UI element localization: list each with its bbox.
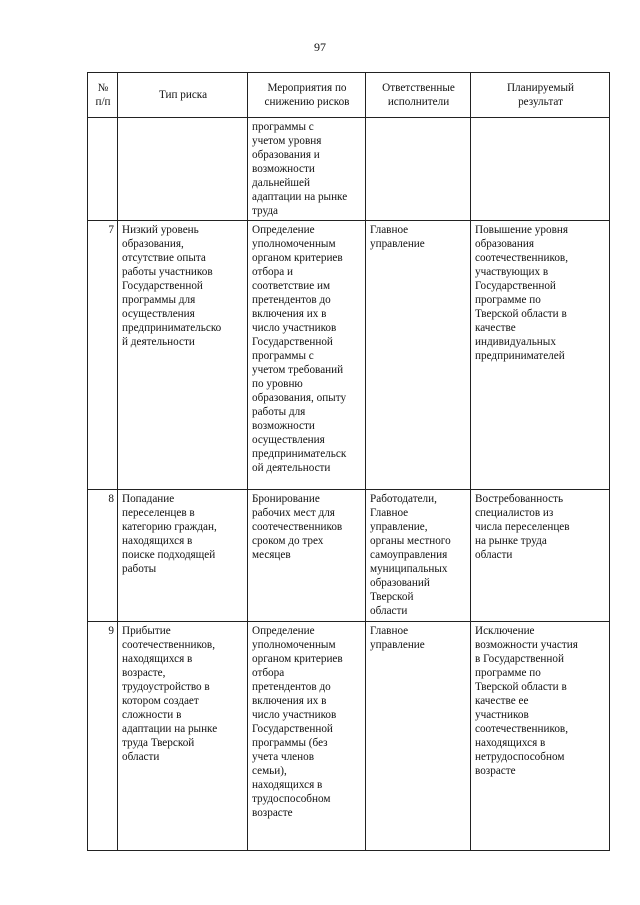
table-row <box>88 622 610 851</box>
cell-risk-type: Прибытие соотечественников, находящихся в возрасте, трудоустройство в котором создает сложности в адаптации на рынке труда Тверской области <box>118 622 248 851</box>
cell-num <box>88 118 118 221</box>
cell-responsible: Работодатели, Главное управление, органы местного самоуправления муниципальных образований Тверской области <box>366 490 471 622</box>
cell-measures: Определение уполномоченным органом критериев отбора претендентов до включения их в число участников Государственной программы (без учета членов семьи), находящихся в трудоспособном возрасте <box>248 622 366 851</box>
cell-num: 9 <box>88 622 118 851</box>
cell-measures: Определение уполномоченным органом критериев отбора и соответствие им претендентов до включения их в число участников Государственной программы с учетом требований по уровню образования, опыту работы для возможности осуществления предпринимательск ой деятельности <box>248 221 366 490</box>
cell-responsible <box>366 118 471 221</box>
table-row <box>88 490 610 622</box>
table-header-row <box>88 73 610 118</box>
table-row <box>88 221 610 490</box>
cell-result: Востребованность специалистов из числа переселенцев на рынке труда области <box>471 490 610 622</box>
cell-responsible: Главное управление <box>366 221 471 490</box>
cell-result <box>471 118 610 221</box>
risk-table <box>87 72 610 851</box>
cell-measures: Бронирование рабочих мест для соотечественников сроком до трех месяцев <box>248 490 366 622</box>
cell-risk-type: Низкий уровень образования, отсутствие опыта работы участников Государственной программы для осуществления предпринимательско й деятельности <box>118 221 248 490</box>
cell-result: Повышение уровня образования соотечественников, участвующих в Государственной программе по Тверской области в качестве индивидуальных предпринимателей <box>471 221 610 490</box>
page-number: 97 <box>314 40 326 54</box>
cell-result: Исключение возможности участия в Государственной программе по Тверской области в качестве ее участников соотечественников, находящихся в нетрудоспособном возрасте <box>471 622 610 851</box>
cell-num: 8 <box>88 490 118 622</box>
header-result: Планируемый результат <box>471 73 610 118</box>
cell-num: 7 <box>88 221 118 490</box>
header-risk-type: Тип риска <box>118 73 248 118</box>
header-responsible: Ответственные исполнители <box>366 73 471 118</box>
header-num: № п/п <box>88 73 118 118</box>
header-measures: Мероприятия по снижению рисков <box>248 73 366 118</box>
cell-risk-type: Попадание переселенцев в категорию граждан, находящихся в поиске подходящей работы <box>118 490 248 622</box>
cell-measures: программы с учетом уровня образования и возможности дальнейшей адаптации на рынке труда <box>248 118 366 221</box>
cell-risk-type <box>118 118 248 221</box>
table-row <box>88 118 610 221</box>
cell-responsible: Главное управление <box>366 622 471 851</box>
